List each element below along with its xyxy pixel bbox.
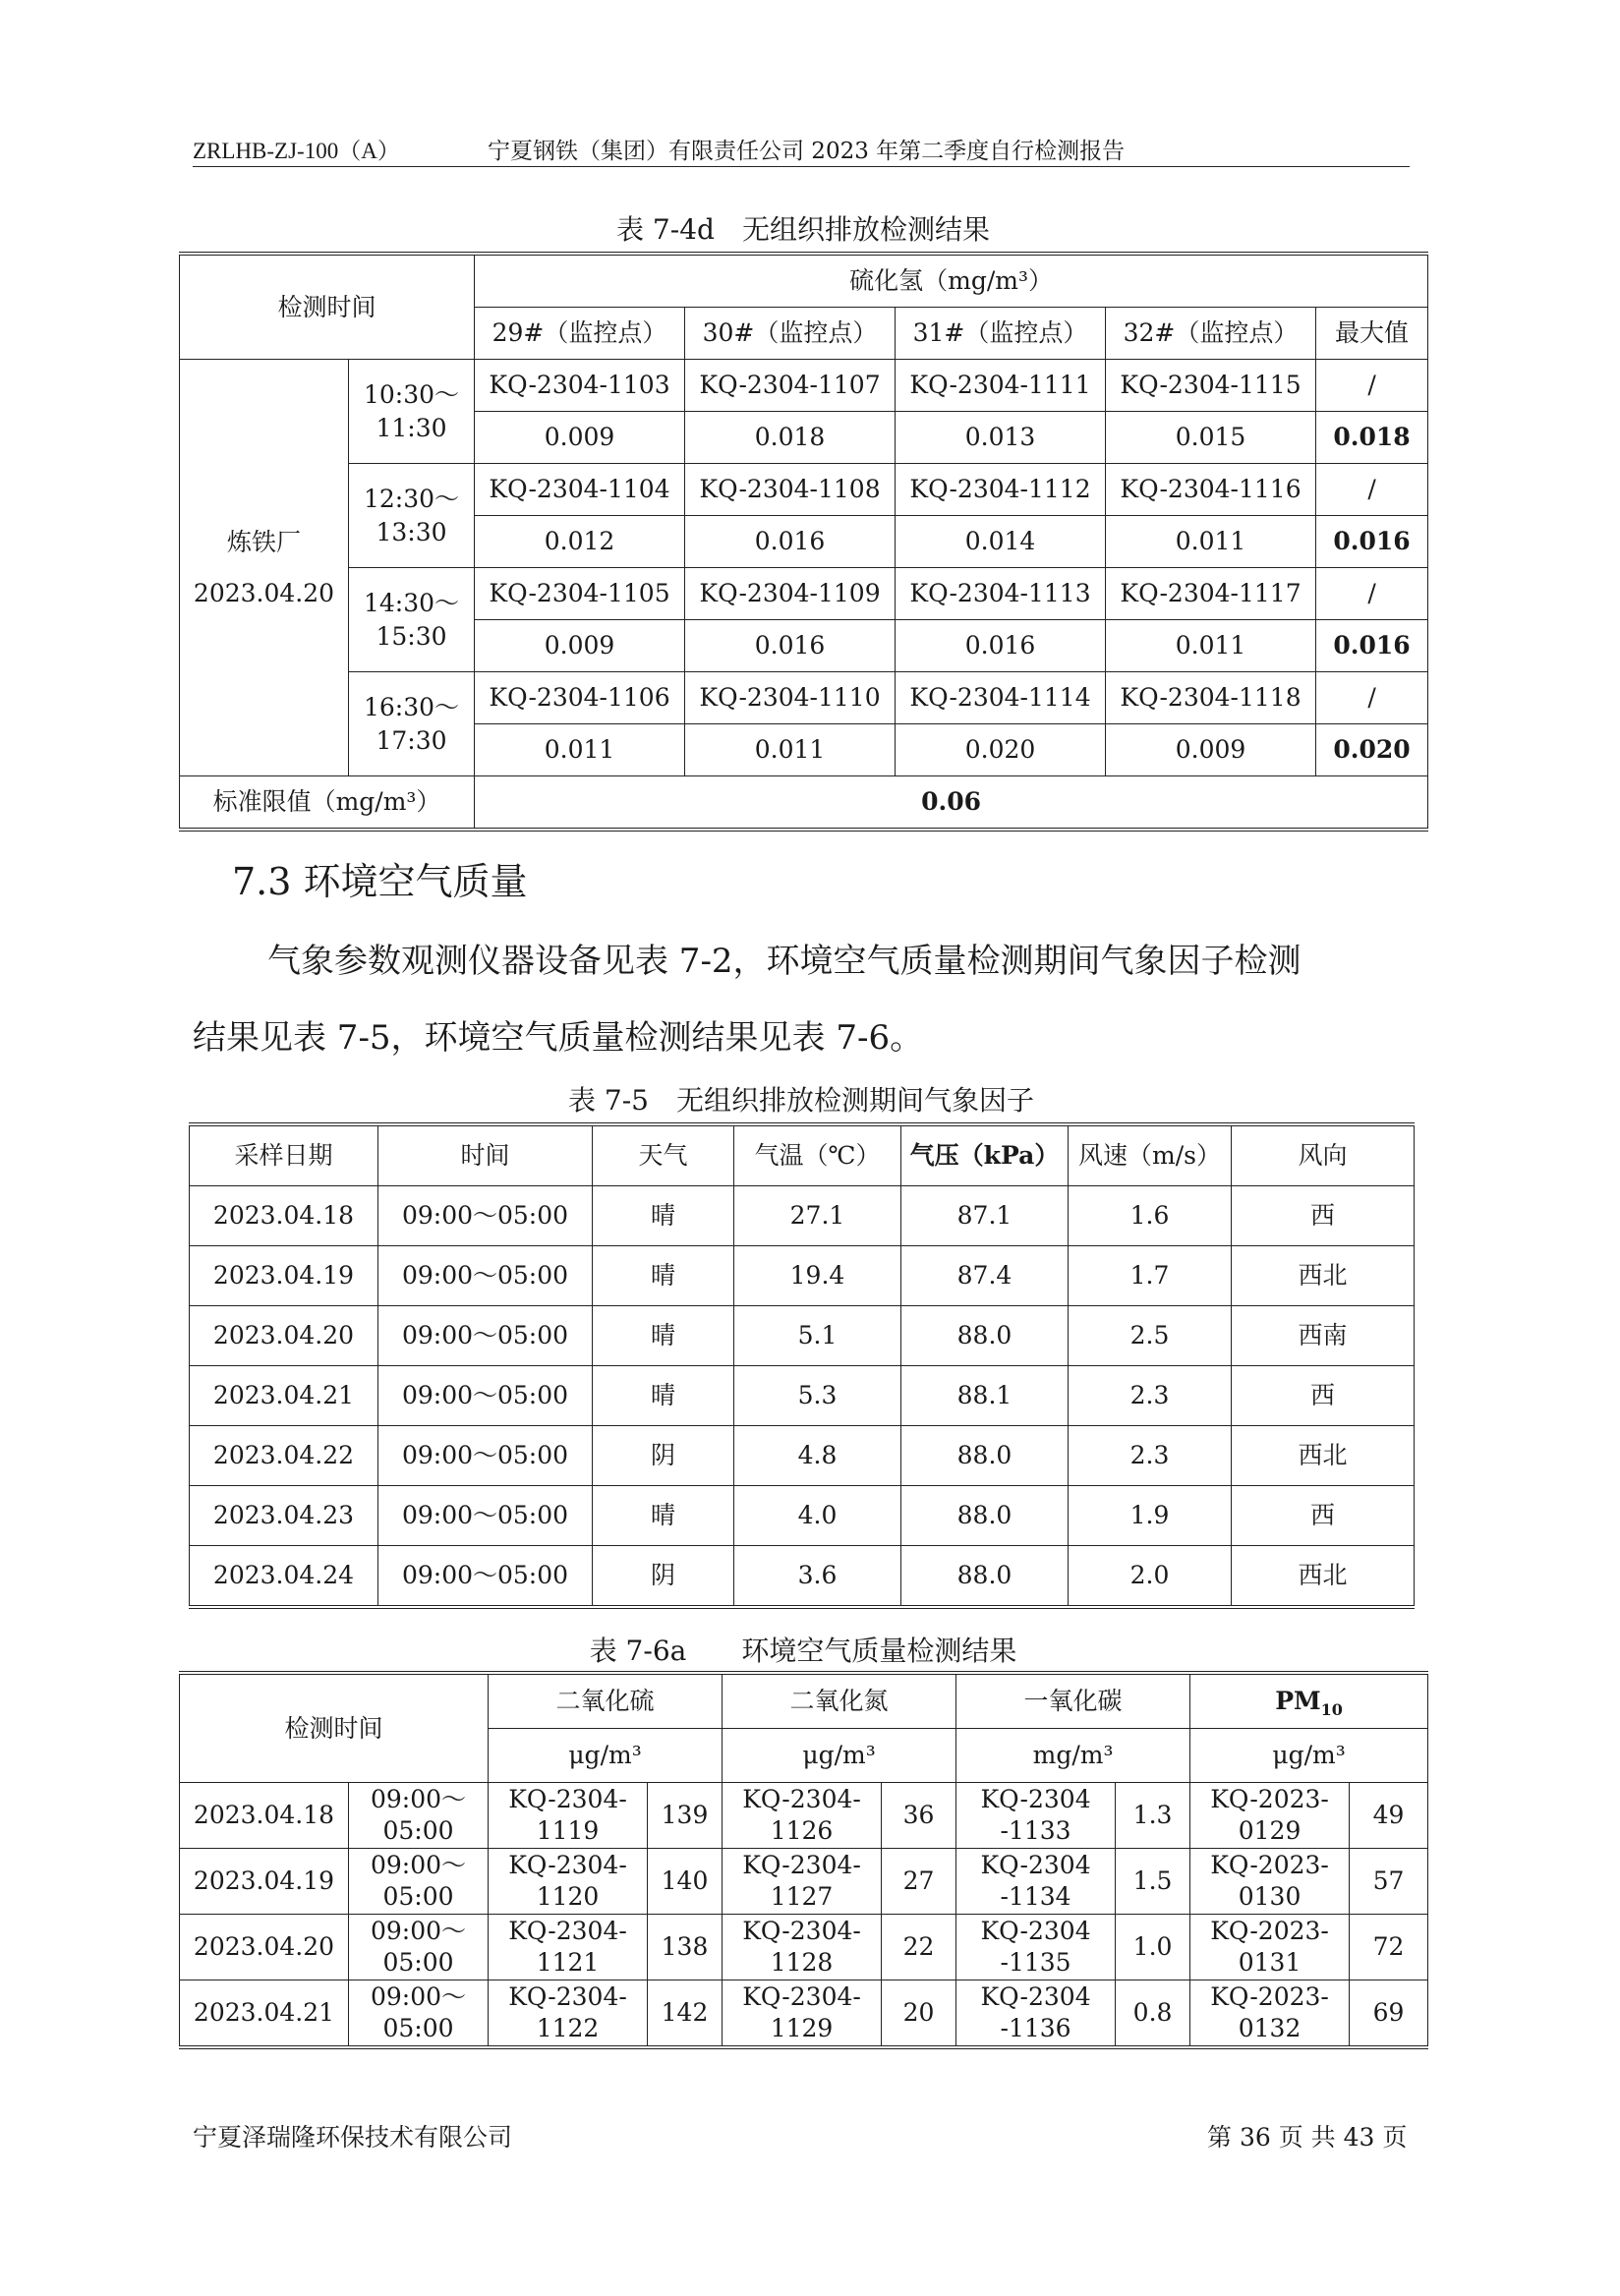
- pollutant-header-pm10: [1190, 1673, 1428, 1729]
- temp-cell: 3.6: [734, 1546, 901, 1608]
- sample-code: KQ-2304-1106: [475, 672, 685, 724]
- code-part: 1128: [770, 1948, 834, 1977]
- date-cell: 2023.04.19: [190, 1246, 378, 1306]
- wind-dir-cell: 西北: [1232, 1426, 1415, 1486]
- sample-code: KQ-2304-1107: [685, 360, 896, 412]
- unit-cell: mg/m³: [956, 1729, 1190, 1783]
- time-start: 10:30～: [363, 379, 460, 409]
- table-row: [190, 1186, 1415, 1246]
- table-row: [190, 1426, 1415, 1486]
- col-header-time: 检测时间: [180, 254, 475, 360]
- table-row: [190, 1366, 1415, 1426]
- col-header: 采样日期: [190, 1124, 378, 1186]
- sample-code: KQ-2304-1117: [1106, 568, 1316, 620]
- time-cell: [349, 568, 475, 672]
- sample-code: [489, 1980, 648, 2048]
- pollutant-header: 二氧化氮: [723, 1673, 956, 1729]
- code-part: 1129: [770, 2014, 834, 2042]
- code-part: KQ-2304: [980, 1785, 1091, 1813]
- table-row: [180, 1783, 1428, 1849]
- wind-dir-cell: 西北: [1232, 1546, 1415, 1608]
- col-header: 风速（m/s）: [1069, 1124, 1232, 1186]
- code-part: KQ-2304: [980, 1851, 1091, 1879]
- value-cell: 0.020: [896, 724, 1106, 776]
- value-cell: 1.0: [1116, 1915, 1190, 1980]
- sample-code: [723, 1915, 882, 1980]
- wind-dir-cell: 西北: [1232, 1246, 1415, 1306]
- point-header: 31#（监控点）: [896, 308, 1106, 360]
- code-part: -1134: [1000, 1882, 1071, 1911]
- point-header: 29#（监控点）: [475, 308, 685, 360]
- section-title: 7.3 环境空气质量: [232, 860, 528, 903]
- time-start: 12:30～: [363, 484, 460, 513]
- time-cell: [349, 1980, 489, 2048]
- value-cell: 0.009: [475, 412, 685, 464]
- code-part: KQ-2023-: [1210, 1982, 1329, 2011]
- max-value: 0.016: [1316, 516, 1428, 568]
- pollutant-header: 二氧化硫: [489, 1673, 723, 1729]
- code-part: 0130: [1238, 1882, 1302, 1911]
- temp-cell: 4.8: [734, 1426, 901, 1486]
- time-end: 13:30: [376, 517, 447, 546]
- wind-speed-cell: 2.3: [1069, 1426, 1232, 1486]
- value-cell: 69: [1350, 1980, 1428, 2048]
- sample-code: /: [1316, 464, 1428, 516]
- value-cell: 0.011: [1106, 516, 1316, 568]
- site-date-cell: [180, 360, 349, 776]
- pressure-cell: 88.0: [901, 1426, 1069, 1486]
- value-cell: 0.013: [896, 412, 1106, 464]
- limit-label: 标准限值（mg/m³）: [180, 776, 475, 831]
- date-cell: 2023.04.20: [180, 1915, 349, 1980]
- code-part: -1135: [1000, 1948, 1071, 1977]
- max-value: 0.020: [1316, 724, 1428, 776]
- sample-code: [723, 1980, 882, 2048]
- value-cell: 22: [882, 1915, 956, 1980]
- code-part: 1121: [536, 1948, 600, 1977]
- code-part: 0132: [1238, 2014, 1302, 2042]
- weather-cell: 晴: [593, 1486, 734, 1546]
- page-header: [193, 129, 1410, 167]
- value-cell: 0.011: [475, 724, 685, 776]
- time-start: 09:00～: [370, 1917, 467, 1945]
- wind-dir-cell: 西: [1232, 1186, 1415, 1246]
- max-value: 0.018: [1316, 412, 1428, 464]
- table-7-6a-caption: 表 7-6a 环境空气质量检测结果: [589, 1635, 1017, 1667]
- code-part: -1136: [1000, 2014, 1071, 2042]
- wind-speed-cell: 1.7: [1069, 1246, 1232, 1306]
- sample-code: KQ-2304-1114: [896, 672, 1106, 724]
- value-cell: 57: [1350, 1849, 1428, 1915]
- col-header: 天气: [593, 1124, 734, 1186]
- time-cell: [349, 360, 475, 464]
- weather-cell: 晴: [593, 1186, 734, 1246]
- value-cell: 142: [648, 1980, 723, 2048]
- weather-cell: 晴: [593, 1366, 734, 1426]
- code-part: KQ-2304-: [508, 1982, 627, 2011]
- value-cell: 139: [648, 1783, 723, 1849]
- paragraph-line-1: 气象参数观测仪器设备见表 7-2，环境空气质量检测期间气象因子检测: [267, 942, 1302, 981]
- sample-code: [723, 1783, 882, 1849]
- sample-code: [1190, 1849, 1350, 1915]
- time-start: 09:00～: [370, 1785, 467, 1813]
- sample-code: [956, 1783, 1116, 1849]
- sample-code: [956, 1849, 1116, 1915]
- sample-code: KQ-2304-1104: [475, 464, 685, 516]
- time-cell: 09:00～05:00: [378, 1186, 593, 1246]
- table-row: [190, 1546, 1415, 1608]
- temp-cell: 19.4: [734, 1246, 901, 1306]
- date-cell: 2023.04.23: [190, 1486, 378, 1546]
- time-cell: [349, 672, 475, 776]
- value-cell: 0.018: [685, 412, 896, 464]
- sample-code: KQ-2304-1113: [896, 568, 1106, 620]
- table-7-6a: [179, 1671, 1428, 2049]
- weather-cell: 阴: [593, 1426, 734, 1486]
- footer-page-number: 第 36 页 共 43 页: [1207, 2123, 1408, 2152]
- value-cell: 0.012: [475, 516, 685, 568]
- time-cell: [349, 1783, 489, 1849]
- code-part: KQ-2304: [980, 1982, 1091, 2011]
- value-cell: 138: [648, 1915, 723, 1980]
- sample-code: /: [1316, 360, 1428, 412]
- sample-code: /: [1316, 672, 1428, 724]
- date-cell: 2023.04.18: [190, 1186, 378, 1246]
- wind-speed-cell: 1.9: [1069, 1486, 1232, 1546]
- value-cell: 1.3: [1116, 1783, 1190, 1849]
- point-header: 32#（监控点）: [1106, 308, 1316, 360]
- value-cell: 0.009: [475, 620, 685, 672]
- value-cell: 0.011: [1106, 620, 1316, 672]
- sample-code: KQ-2304-1115: [1106, 360, 1316, 412]
- code-part: KQ-2304-: [508, 1917, 627, 1945]
- sample-code: [489, 1915, 648, 1980]
- code-part: KQ-2023-: [1210, 1851, 1329, 1879]
- date-cell: 2023.04.21: [190, 1366, 378, 1426]
- table-row: [190, 1306, 1415, 1366]
- sample-code: KQ-2304-1111: [896, 360, 1106, 412]
- table-7-4d: [179, 252, 1428, 832]
- value-cell: 0.014: [896, 516, 1106, 568]
- weather-cell: 晴: [593, 1246, 734, 1306]
- code-part: 1119: [536, 1816, 600, 1845]
- code-part: KQ-2304-: [742, 1917, 861, 1945]
- table-row: [180, 1915, 1428, 1980]
- table-7-5: [189, 1122, 1415, 1609]
- temp-cell: 4.0: [734, 1486, 901, 1546]
- value-cell: 36: [882, 1783, 956, 1849]
- value-cell: 140: [648, 1849, 723, 1915]
- date-cell: 2023.04.20: [190, 1306, 378, 1366]
- date-cell: 2023.04.19: [180, 1849, 349, 1915]
- sample-code: KQ-2304-1103: [475, 360, 685, 412]
- value-cell: 0.015: [1106, 412, 1316, 464]
- sample-code: [489, 1783, 648, 1849]
- wind-speed-cell: 2.3: [1069, 1366, 1232, 1426]
- site-date: 2023.04.20: [193, 578, 335, 607]
- time-cell: 09:00～05:00: [378, 1366, 593, 1426]
- unit-cell: μg/m³: [1190, 1729, 1428, 1783]
- time-cell: 09:00～05:00: [378, 1486, 593, 1546]
- sample-code: [489, 1849, 648, 1915]
- code-part: 1120: [536, 1882, 600, 1911]
- code-part: 1122: [536, 2014, 600, 2042]
- wind-speed-cell: 1.6: [1069, 1186, 1232, 1246]
- value-cell: 0.016: [685, 620, 896, 672]
- pressure-cell: 88.0: [901, 1486, 1069, 1546]
- code-part: -1133: [1000, 1816, 1071, 1845]
- unit-cell: μg/m³: [723, 1729, 956, 1783]
- col-header-time: 检测时间: [180, 1673, 489, 1783]
- sample-code: KQ-2304-1108: [685, 464, 896, 516]
- code-part: KQ-2304: [980, 1917, 1091, 1945]
- wind-dir-cell: 西南: [1232, 1306, 1415, 1366]
- weather-cell: 阴: [593, 1546, 734, 1608]
- code-part: 1126: [770, 1816, 834, 1845]
- wind-dir-cell: 西: [1232, 1486, 1415, 1546]
- col-header: 气温（℃）: [734, 1124, 901, 1186]
- table-row: [190, 1246, 1415, 1306]
- sample-code: /: [1316, 568, 1428, 620]
- code-part: 0129: [1238, 1816, 1302, 1845]
- code-part: KQ-2304-: [508, 1851, 627, 1879]
- sample-code: KQ-2304-1116: [1106, 464, 1316, 516]
- code-part: KQ-2023-: [1210, 1917, 1329, 1945]
- limit-value: 0.06: [475, 776, 1428, 831]
- pressure-cell: 88.0: [901, 1546, 1069, 1608]
- sample-code: [956, 1915, 1116, 1980]
- time-start: 09:00～: [370, 1982, 467, 2011]
- wind-dir-cell: 西: [1232, 1366, 1415, 1426]
- site-name: 炼铁厂: [226, 527, 301, 556]
- code-part: 1127: [770, 1882, 834, 1911]
- col-header: 风向: [1232, 1124, 1415, 1186]
- pm-label: PM: [1275, 1687, 1321, 1715]
- time-end: 05:00: [382, 1882, 454, 1911]
- table-row: [190, 1486, 1415, 1546]
- group-header-h2s: 硫化氢（mg/m³）: [475, 254, 1428, 308]
- code-part: KQ-2304-: [742, 1785, 861, 1813]
- value-cell: 0.016: [896, 620, 1106, 672]
- pressure-cell: 88.0: [901, 1306, 1069, 1366]
- temp-cell: 5.3: [734, 1366, 901, 1426]
- value-cell: 72: [1350, 1915, 1428, 1980]
- sample-code: [1190, 1915, 1350, 1980]
- pressure-cell: 87.1: [901, 1186, 1069, 1246]
- time-cell: 09:00～05:00: [378, 1546, 593, 1608]
- value-cell: 0.009: [1106, 724, 1316, 776]
- sample-code: KQ-2304-1112: [896, 464, 1106, 516]
- col-header: 气压（kPa）: [901, 1124, 1069, 1186]
- sample-code: KQ-2304-1105: [475, 568, 685, 620]
- time-cell: 09:00～05:00: [378, 1426, 593, 1486]
- wind-speed-cell: 2.5: [1069, 1306, 1232, 1366]
- weather-cell: 晴: [593, 1306, 734, 1366]
- table-row: [180, 1980, 1428, 2048]
- value-cell: 0.016: [685, 516, 896, 568]
- value-cell: 49: [1350, 1783, 1428, 1849]
- code-part: 0131: [1238, 1948, 1302, 1977]
- paragraph-line-2: 结果见表 7-5，环境空气质量检测结果见表 7-6。: [193, 1018, 924, 1058]
- value-cell: 1.5: [1116, 1849, 1190, 1915]
- sample-code: KQ-2304-1110: [685, 672, 896, 724]
- time-end: 17:30: [376, 725, 447, 755]
- wind-speed-cell: 2.0: [1069, 1546, 1232, 1608]
- time-end: 05:00: [382, 2014, 454, 2042]
- time-end: 15:30: [376, 621, 447, 651]
- value-cell: 0.8: [1116, 1980, 1190, 2048]
- table-7-4d-caption: 表 7-4d 无组织排放检测结果: [616, 213, 990, 246]
- value-cell: 27: [882, 1849, 956, 1915]
- col-header: 时间: [378, 1124, 593, 1186]
- sample-code: KQ-2304-1109: [685, 568, 896, 620]
- time-start: 16:30～: [363, 692, 460, 721]
- temp-cell: 27.1: [734, 1186, 901, 1246]
- max-value: 0.016: [1316, 620, 1428, 672]
- time-start: 09:00～: [370, 1851, 467, 1879]
- pressure-cell: 87.4: [901, 1246, 1069, 1306]
- time-cell: 09:00～05:00: [378, 1246, 593, 1306]
- sample-code: [1190, 1980, 1350, 2048]
- date-cell: 2023.04.18: [180, 1783, 349, 1849]
- time-cell: 09:00～05:00: [378, 1306, 593, 1366]
- code-part: KQ-2304-: [742, 1982, 861, 2011]
- time-end: 05:00: [382, 1816, 454, 1845]
- unit-cell: μg/m³: [489, 1729, 723, 1783]
- table-row: [180, 1849, 1428, 1915]
- temp-cell: 5.1: [734, 1306, 901, 1366]
- code-part: KQ-2023-: [1210, 1785, 1329, 1813]
- time-end: 11:30: [376, 413, 447, 442]
- doc-code: ZRLHB-ZJ-100（A）: [193, 139, 400, 163]
- code-part: KQ-2304-: [742, 1851, 861, 1879]
- max-header: 最大值: [1316, 308, 1428, 360]
- value-cell: 0.011: [685, 724, 896, 776]
- time-end: 05:00: [382, 1948, 454, 1977]
- date-cell: 2023.04.24: [190, 1546, 378, 1608]
- time-cell: [349, 1915, 489, 1980]
- footer-company: 宁夏泽瑞隆环保技术有限公司: [193, 2123, 513, 2152]
- code-part: KQ-2304-: [508, 1785, 627, 1813]
- pressure-cell: 88.1: [901, 1366, 1069, 1426]
- report-title: 宁夏钢铁（集团）有限责任公司 2023 年第二季度自行检测报告: [488, 139, 1126, 164]
- date-cell: 2023.04.22: [190, 1426, 378, 1486]
- time-cell: [349, 464, 475, 568]
- sample-code: [723, 1849, 882, 1915]
- sample-code: [1190, 1783, 1350, 1849]
- sample-code: KQ-2304-1118: [1106, 672, 1316, 724]
- sample-code: [956, 1980, 1116, 2048]
- point-header: 30#（监控点）: [685, 308, 896, 360]
- value-cell: 20: [882, 1980, 956, 2048]
- time-start: 14:30～: [363, 588, 460, 617]
- time-cell: [349, 1849, 489, 1915]
- table-7-5-caption: 表 7-5 无组织排放检测期间气象因子: [568, 1084, 1034, 1117]
- pollutant-header: 一氧化碳: [956, 1673, 1190, 1729]
- pm-subscript: 10: [1320, 1700, 1343, 1719]
- date-cell: 2023.04.21: [180, 1980, 349, 2048]
